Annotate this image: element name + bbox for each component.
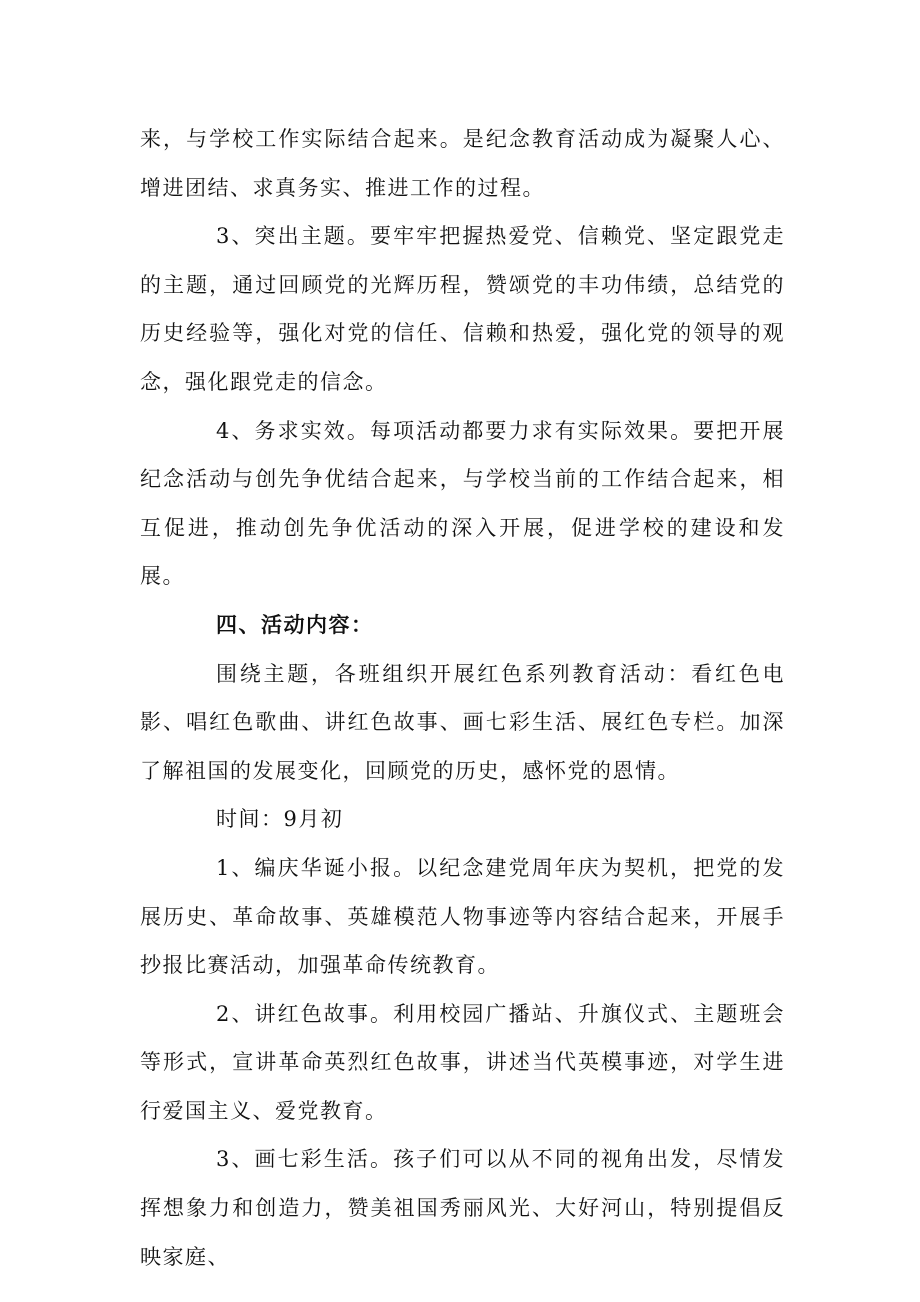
paragraph-activity-overview: 围绕主题，各班组织开展红色系列教育活动：看红色电影、唱红色歌曲、讲红色故事、画七彩生活、展红色专栏。加深了解祖国的发展变化，回顾党的历史，感怀党的恩情。 bbox=[140, 661, 785, 783]
paragraph-newspaper: 1、编庆华诞小报。以纪念建党周年庆为契机，把党的发展历史、革命故事、英雄模范人物事迹等内容结合起来，开展手抄报比赛活动，加强革命传统教育。 bbox=[140, 855, 785, 978]
paragraph-red-stories: 2、讲红色故事。利用校园广播站、升旗仪式、主题班会等形式，宣讲革命英烈红色故事，讲述当代英模事迹，对学生进行爱国主义、爱党教育。 bbox=[140, 1001, 785, 1123]
paragraph-time: 时间：9月初 bbox=[216, 807, 344, 832]
paragraph-continuation: 来，与学校工作实际结合起来。是纪念教育活动成为凝聚人心、增进团结、求真务实、推进工作的过程。 bbox=[140, 127, 785, 200]
paragraph-seek-results: 4、务求实效。每项活动都要力求有实际效果。要把开展纪念活动与创先争优结合起来，与学校当前的工作结合起来，相互促进，推动创先争优活动的深入开展，促进学校的建设和发展。 bbox=[140, 418, 785, 589]
paragraph-highlight-theme: 3、突出主题。要牢牢把握热爱党、信赖党、坚定跟党走的主题，通过回顾党的光辉历程，赞颂党的丰功伟绩，总结党的历史经验等，强化对党的信任、信赖和热爱，强化党的领导的观念，强化跟党走的信念。 bbox=[140, 224, 785, 394]
section-heading-activity-content: 四、活动内容： bbox=[216, 611, 374, 637]
paragraph-colorful-life: 3、画七彩生活。孩子们可以从不同的视角出发，尽情发挥想象力和创造力，赞美祖国秀丽风光、大好河山，特别提倡反映家庭、 bbox=[140, 1147, 785, 1269]
document-body bbox=[140, 115, 785, 1281]
